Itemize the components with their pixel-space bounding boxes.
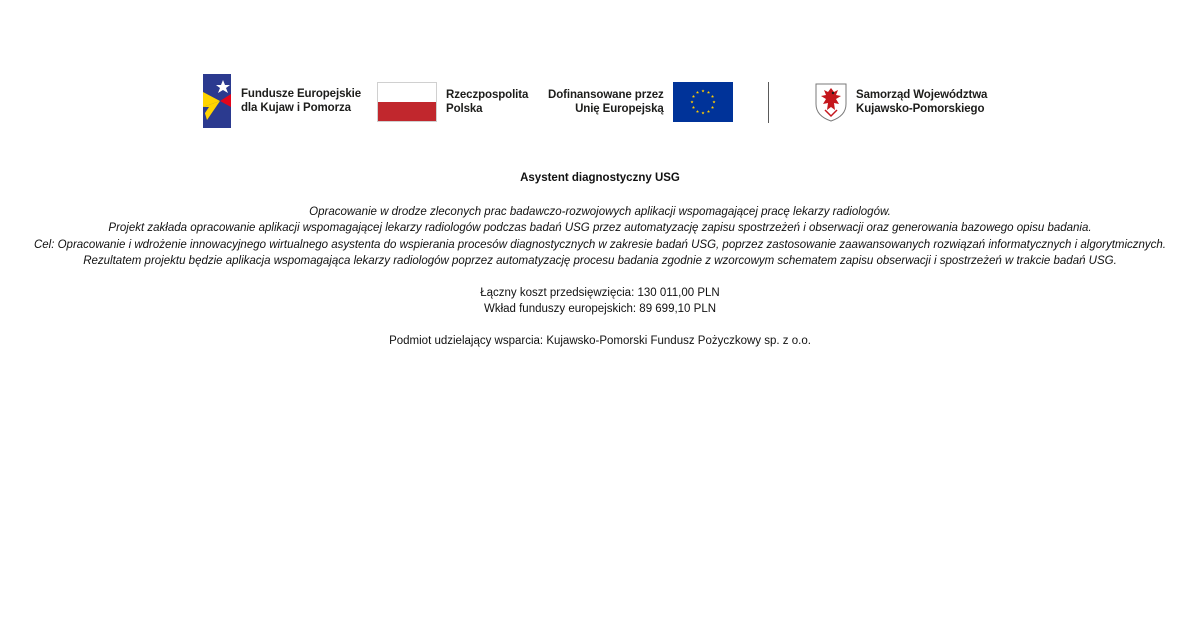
coat-of-arms-icon — [814, 82, 848, 122]
ue-line-1: Dofinansowane przez — [548, 89, 664, 101]
eu-contribution: Wkład funduszy europejskich: 89 699,10 PLN — [483, 303, 717, 315]
polish-flag-icon — [377, 82, 437, 122]
unia-europejska-logo — [548, 82, 733, 122]
samorzad-line-2: Kujawsko-Pomorskiego — [856, 103, 985, 115]
description-line: Cel: Opracowanie i wdrożenie innowacyjnego wirtualnego asystenta do wspierania procesów diagnostycznych w zakresie badań USG, poprzez zastosowanie zaawansowanych rozwiązań informatycznych i algorytmicznych. — [33, 238, 1167, 251]
description-line: Rezultatem projektu będzie aplikacja wspomagająca lekarzy radiologów poprzez automatyzację procesu badania zgodnie z wzorcowym schematem zapisu obserwacji i spostrzeżeń w trakcie badań USG. — [83, 255, 1117, 267]
fe-line-2: dla Kujaw i Pomorza — [241, 102, 351, 114]
description-line: Projekt zakłada opracowanie aplikacji wspomagającej lekarzy radiologów podczas badań USG przez automatyzację zapisu spostrzeżeń i obserwacji oraz generowania bazowego opisu badania. — [108, 222, 1092, 234]
samorzad-wojewodztwa-logo — [814, 82, 987, 122]
rp-line-1: Rzeczpospolita — [446, 89, 529, 101]
logo-divider — [768, 82, 769, 123]
samorzad-label — [856, 88, 987, 116]
description-line: Opracowanie w drodze zleconych prac badawczo-rozwojowych aplikacji wspomagającej pracę lekarzy radiologów. — [309, 205, 891, 218]
fundusze-europejskie-label — [241, 87, 361, 115]
fundusze-europejskie-emblem-icon — [203, 74, 233, 128]
total-cost: Łączny koszt przedsięwzięcia: 130 011,00 PLN — [480, 286, 720, 299]
project-info — [0, 170, 1200, 349]
ue-line-2: Unię Europejską — [575, 103, 664, 115]
project-title: Asystent diagnostyczny USG — [520, 172, 680, 184]
rzeczpospolita-polska-label — [446, 88, 528, 116]
project-costs — [0, 285, 1200, 318]
rzeczpospolita-polska-logo — [377, 82, 528, 122]
fe-line-1: Fundusze Europejskie — [241, 88, 362, 100]
eu-flag-icon — [673, 82, 733, 122]
support-entity: Podmiot udzielający wsparcia: Kujawsko-Pomorski Fundusz Pożyczkowy sp. z o.o. — [389, 334, 811, 347]
fundusze-europejskie-logo — [203, 74, 361, 128]
rp-line-2: Polska — [446, 103, 483, 115]
project-description — [0, 204, 1200, 270]
samorzad-line-1: Samorząd Województwa — [856, 89, 988, 101]
funding-logo-bar — [0, 74, 1200, 130]
unia-europejska-label — [548, 88, 664, 116]
support-entity-block — [0, 333, 1200, 350]
